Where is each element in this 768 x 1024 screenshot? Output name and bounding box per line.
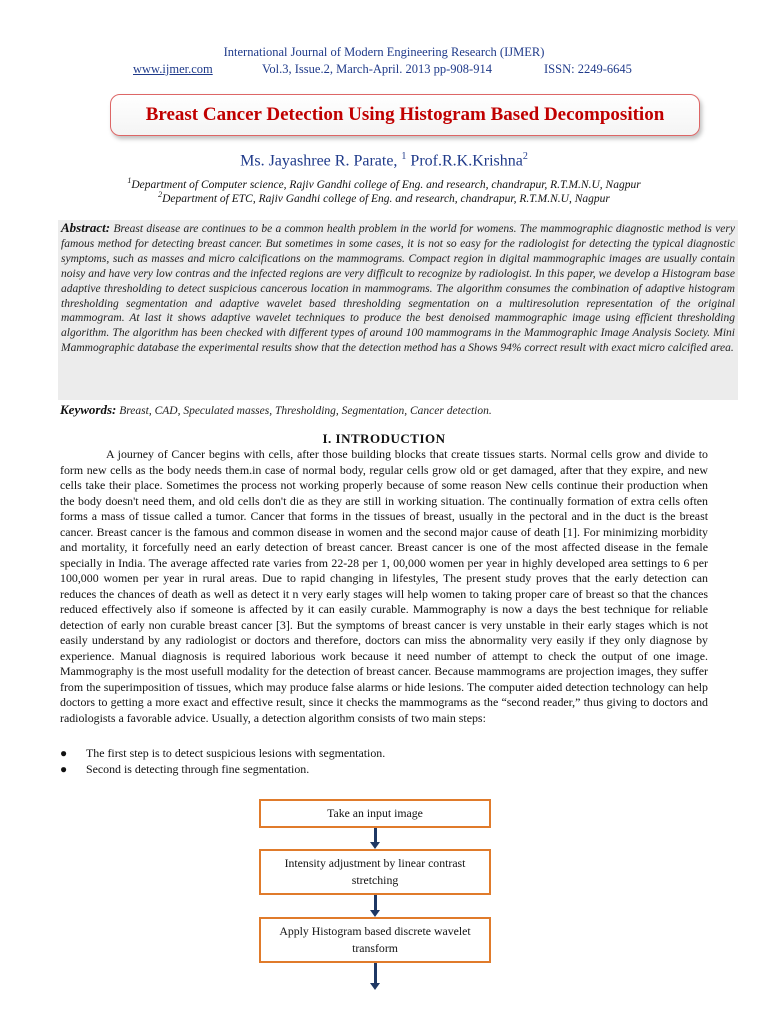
author-2-sup: 2 — [522, 151, 528, 162]
bullet-icon: ● — [60, 746, 68, 760]
journal-url-link[interactable]: www.ijmer.com — [133, 62, 213, 76]
journal-name: International Journal of Modern Engineering Research (IJMER) — [223, 45, 545, 59]
keywords-text: Breast, CAD, Speculated masses, Thresholding, Segmentation, Cancer detection. — [119, 405, 492, 417]
author-2: Prof.R.K.Krishna — [410, 152, 523, 170]
author-line — [0, 151, 768, 170]
affiliation-1: $^1$Department of Computer science, Rajiv Gandhi college of Eng. and research, chandrapur, R.T.M.N.U, Nagpur — [127, 176, 641, 191]
journal-volume: Vol.3, Issue.2, March-April. 2013 pp-908-914 — [262, 62, 492, 76]
introduction-paragraph: A journey of Cancer begins with cells, after those building blocks that create tissues starts. Normal cells grow and divide to form new cells as the body needs them.in case of normal body, regular cells grow old or get damaged, after that they expire, and new cells take their place. Sometimes the process not working properly because of some reason New cells continue their production when the body doesn't need them, and old cells don't die as they are still in working situation. The continually formation of extra cells often forms a mass of tissue called a tumor. Cancer that forms in the tissues of breast, usually in the pectoral and in the duct is the breast cancer. Breast cancer is the famous and common disease in women and the second major cause of death [1]. For minimizing morbidity and mortality, it forcefully need an early detection of breast cancer. Breast cancer is one of the most affected disease in the female specially in India. The average affected rate varies from 22-28 per 1, 00,000 women per year in highly developed area settings to 6 per 100,000 women per year in rural areas. Due to rapid changing in lifestyles, The present study proves that the early detection can reduces the chances of death as well as detect it n very early stages will help women to taking proper care of breast so that the chances reduced effectively also if someone is affected by it can easily curable. Mammography is now a days the best technique for reliable detection of early non curable breast cancer [3]. But the symptoms of breast cancer is very unstable in their early stages which is not easily understand by any radiologist or doctors and therefore, doctors can miss the abnormality very easily if they only diagnose by experience. Manual diagnosis is required laborious work because it need number of attempt to check the output of one image. Mammography is the most usefull modality for the detection of breast cancer. Because mammograms are projection images, they suffer from the superimposition of tissues, which may produce false alarms or hide lesions. The computer aided detection technology can help doctors to getting a more exact and effective result, since it checks the mammograms as the “second reader,” thus giving to doctors and radiologists a favorable advice. Usually, a detection algorithm consists of two main steps: — [60, 447, 708, 725]
keywords-label: Keywords: — [60, 402, 117, 417]
arrow-down-icon — [372, 828, 378, 849]
author-1: Ms. Jayashree R. Parate, — [240, 152, 398, 170]
abstract-section — [58, 220, 738, 400]
abstract-text: Breast disease are continues to be a common health problem in the world for womens. The mammographic diagnostic method is very famous method for detecting breast cancer. But sometimes in some cases, it is not so easy for the radiologist for detecting the typical diagnostic symptoms, such as masses and micro calcifications on the mammograms. Compact region in digital mammographic images are usually contain noisy and have very low contras and the infected regions are very difficult to recognize by radiologist. In this paper, we develop a Histogram base adaptive thresholding to detect suspicious cancerous location in mammograms. The algorithm consumes the combination of adaptive histogram thresholding segmentation and adaptive wavelet based thresholding segmentation on a multiresolution representation of the original mammogram. At last it shows adaptive wavelet techniques to produce the best denoised mammographic image using efficient thresholding algorithm. The algorithm has been checked with different types of around 100 mammograms in the Mammographic Image Analysis Society. Mini Mammographic database the experimental results show that the detection method has a Shows 94% correct result with exact micro calcified area. — [61, 223, 735, 355]
arrow-down-icon — [372, 963, 378, 990]
flowchart-step-input: Take an input image — [259, 799, 491, 828]
section-heading-introduction: I. INTRODUCTION — [322, 431, 446, 446]
abstract-label: Abstract: — [61, 220, 111, 235]
paper-title: Breast Cancer Detection Using Histogram Based Decomposition — [145, 104, 665, 125]
list-item: ● The first step is to detect suspicious lesions with segmentation. — [60, 746, 386, 760]
journal-issn: ISSN: 2249-6645 — [544, 62, 632, 76]
flowchart-step-contrast: Intensity adjustment by linear contrast stretching — [259, 849, 491, 895]
bullet-icon: ● — [60, 762, 68, 776]
paper-title-box — [110, 94, 700, 136]
arrow-down-icon — [372, 895, 378, 917]
list-item: ● Second is detecting through fine segmentation. — [60, 762, 310, 776]
author-1-sup: 1 — [401, 151, 407, 162]
affiliation-2: $^2$Department of ETC, Rajiv Gandhi college of Eng. and research, chandrapur, R.T.M.N.U, Nagpur — [158, 190, 610, 205]
introduction-body — [60, 447, 708, 726]
steps-list — [60, 745, 700, 777]
keywords-section — [60, 402, 740, 418]
flowchart-step-wavelet: Apply Histogram based discrete wavelet transform — [259, 917, 491, 963]
